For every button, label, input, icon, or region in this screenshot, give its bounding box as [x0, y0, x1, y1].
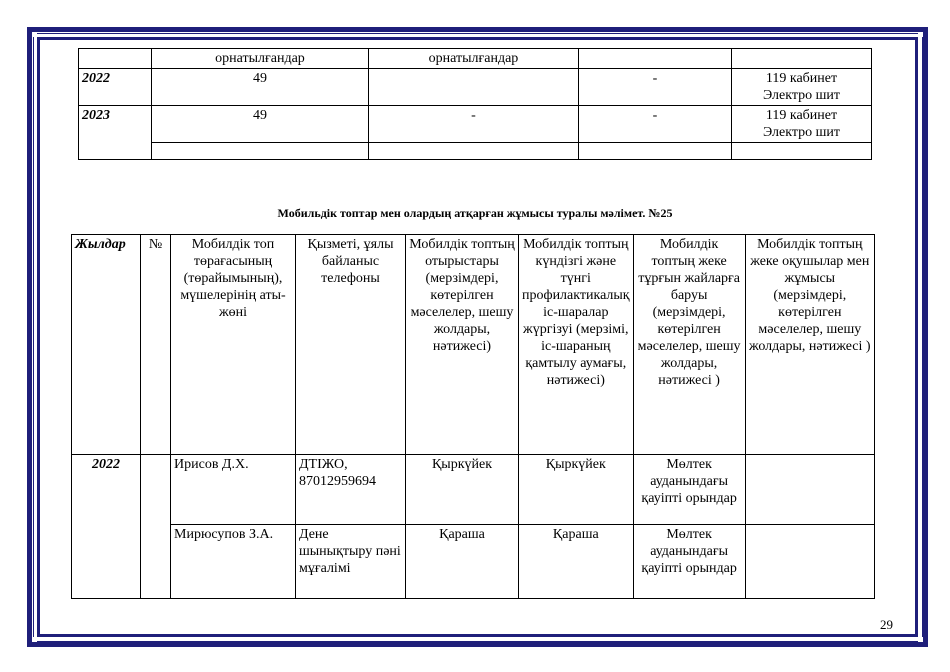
table-cell: -: [369, 106, 579, 143]
member-name: Мирюсупов З.А.: [171, 525, 296, 599]
border-rule-right: [922, 37, 923, 637]
table-row: [79, 49, 872, 69]
table-header-row: [72, 235, 875, 455]
table-cell: орнатылғандар: [152, 49, 369, 69]
mobile-groups-table: [71, 234, 875, 599]
column-header-prevention: Мобилдік топтың күндізгі және түнгі профилактикалық іс-шаралар жүргізуі (мерзімі, іс-шараның қамтылу аумағы, нәтижесі): [519, 235, 634, 455]
visits-cell: Мөлтек ауданындағы қауіпті орындар: [633, 525, 745, 599]
meetings-cell: Қыркүйек: [406, 455, 519, 525]
member-position: Дене шынықтыру пәні мұғалімі: [296, 525, 406, 599]
section-title: Мобильдік топтар мен олардың атқарған жұмысы туралы мәлімет. №25: [277, 206, 673, 220]
column-header-members: Мобилдік топ төрағасының (төрайымының), мүшелерінің аты-жөні: [171, 235, 296, 455]
column-header-years: Жылдар: [72, 235, 141, 455]
column-header-student-work: Мобилдік топтың жеке оқушылар мен жұмысы (мерзімдері, көтерілген мәселелер, шешу жолдары, нәтижесі ): [745, 235, 874, 455]
table-cell: орнатылғандар: [369, 49, 579, 69]
table-cell: [369, 143, 579, 160]
year-cell: 2022: [79, 69, 152, 106]
border-rule-bottom: [37, 641, 918, 642]
column-header-home-visits: Мобилдік топтың жеке тұрғын жайларға баруы (мерзімдері, көтерілген мәселелер, шешу жолдары, нәтижесі ): [633, 235, 745, 455]
table-cell: 49: [152, 69, 369, 106]
meetings-cell: Қараша: [406, 525, 519, 599]
prevention-cell: Қыркүйек: [519, 455, 634, 525]
border-rule-left: [33, 37, 34, 637]
panel-label: Электро шит: [762, 88, 841, 103]
table-cell: [732, 69, 872, 106]
table-row: [79, 143, 872, 160]
table-cell: [732, 49, 872, 69]
table-cell: [732, 143, 872, 160]
table-cell: [732, 106, 872, 143]
year-cell: 2023: [79, 106, 152, 160]
student-work-cell: [745, 455, 874, 525]
column-header-meetings: Мобилдік топтың отырыстары (мерзімдері, көтерілген мәселелер, шешу жолдары, нәтижесі): [406, 235, 519, 455]
student-work-cell: [745, 525, 874, 599]
table-cell: 49: [152, 106, 369, 143]
column-header-position: Қызметі, ұялы байланыс телефоны: [296, 235, 406, 455]
table-row: [72, 455, 875, 525]
table-cell: -: [579, 106, 732, 143]
table-cell: -: [579, 69, 732, 106]
table-cell: [152, 143, 369, 160]
year-cell: 2022: [72, 455, 141, 599]
cabinet-label: 119 кабинет: [765, 108, 838, 123]
page-number: 29: [880, 617, 893, 632]
table-row: [72, 525, 875, 599]
prevention-cell: Қараша: [519, 525, 634, 599]
table-row: [79, 69, 872, 106]
panel-label: Электро шит: [762, 125, 841, 140]
table-cell: [369, 69, 579, 106]
member-position: ДТІЖО, 87012959694: [296, 455, 406, 525]
number-cell: [141, 455, 171, 599]
border-rule-top: [37, 33, 918, 34]
cabinet-label: 119 кабинет: [765, 71, 838, 86]
table-cell: [79, 49, 152, 69]
installed-equipment-table: [78, 48, 872, 160]
table-cell: [579, 143, 732, 160]
table-row: [79, 106, 872, 143]
visits-cell: Мөлтек ауданындағы қауіпті орындар: [633, 455, 745, 525]
column-header-number: №: [141, 235, 171, 455]
member-name: Ирисов Д.Х.: [171, 455, 296, 525]
table-cell: [579, 49, 732, 69]
